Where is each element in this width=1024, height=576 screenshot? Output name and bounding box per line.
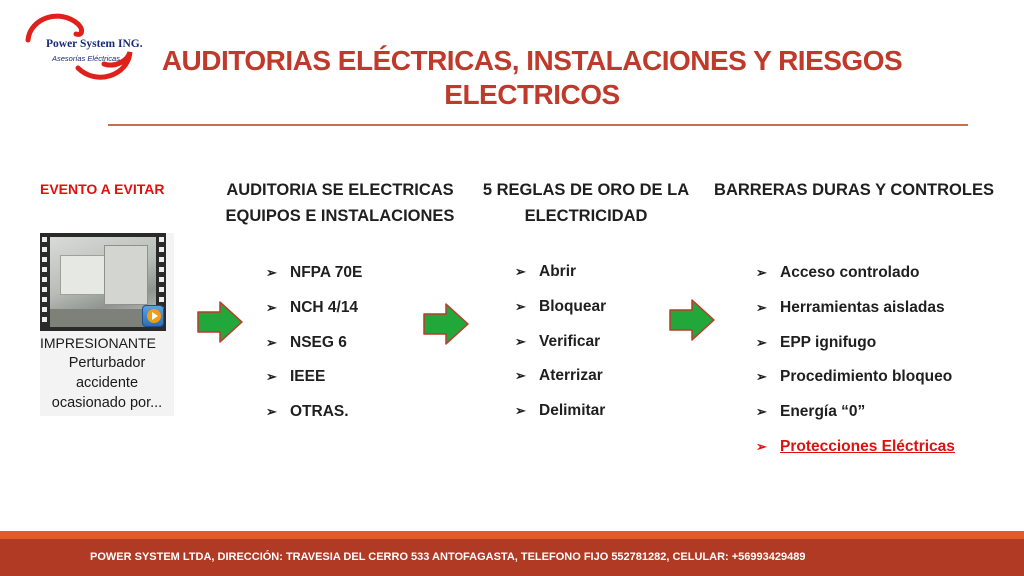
page-title: AUDITORIAS ELÉCTRICAS, INSTALACIONES Y RIESGOS ELECTRICOS — [161, 45, 903, 110]
video-caption — [40, 333, 174, 413]
footer-contact: POWER SYSTEM LTDA, DIRECCIÓN: TRAVESIA DEL CERRO 533 ANTOFAGASTA, TELEFONO FIJO 552781282, CELULAR: +56993429489 — [0, 539, 1024, 576]
logo-tagline: Asesorías Eléctricas — [52, 54, 120, 63]
evento-label: EVENTO A EVITAR — [40, 181, 165, 197]
right-arrow-icon — [668, 298, 716, 342]
bullet-arrow-icon: ➢ — [515, 298, 526, 314]
logo-name: Power System ING. — [46, 38, 143, 50]
auditoria-list — [264, 256, 362, 430]
bullet-arrow-icon: ➢ — [266, 299, 277, 315]
bullet-arrow-icon: ➢ — [515, 368, 526, 384]
bullet-arrow-icon: ➢ — [756, 369, 767, 385]
list-item: ➢ EPP ignifugo — [754, 326, 955, 361]
list-item: ➢ Verificar — [513, 325, 606, 360]
list-item: ➢ Delimitar — [513, 394, 606, 429]
list-item: ➢ Procedimiento bloqueo — [754, 360, 955, 395]
list-item: ➢ NCH 4/14 — [264, 291, 362, 326]
list-item: ➢ Bloquear — [513, 290, 606, 325]
barreras-list — [754, 256, 955, 465]
list-item: ➢ NFPA 70E — [264, 256, 362, 291]
right-arrow-icon — [196, 300, 244, 344]
bullet-arrow-icon: ➢ — [515, 333, 526, 349]
list-item: ➢ Acceso controlado — [754, 256, 955, 291]
video-still-image — [50, 237, 156, 327]
right-arrow-icon — [422, 302, 470, 346]
bullet-arrow-icon: ➢ — [266, 265, 277, 280]
film-perforation-left — [42, 237, 47, 327]
bullet-arrow-icon: ➢ — [756, 438, 767, 454]
list-item: ➢ Aterrizar — [513, 359, 606, 394]
title-divider — [108, 124, 968, 126]
video-caption-line: ocasionado por... — [51, 395, 163, 411]
bullet-arrow-icon: ➢ — [266, 334, 277, 350]
video-thumbnail[interactable] — [40, 233, 174, 416]
bullet-arrow-icon: ➢ — [266, 369, 277, 385]
bullet-arrow-icon: ➢ — [756, 299, 767, 315]
bullet-arrow-icon: ➢ — [515, 403, 526, 419]
video-caption-line: accidente — [75, 375, 139, 391]
company-logo — [20, 10, 143, 86]
video-caption-title: IMPRESIONANTE — [40, 335, 156, 351]
list-item: ➢ OTRAS. — [264, 395, 362, 430]
footer-accent-band — [0, 531, 1024, 539]
play-icon[interactable] — [142, 305, 164, 327]
list-item: ➢ IEEE — [264, 360, 362, 395]
video-caption-line: Perturbador — [68, 355, 146, 371]
list-item: ➢ Herramientas aisladas — [754, 291, 955, 326]
column-heading-reglas: 5 REGLAS DE ORO DE LA ELECTRICIDAD — [482, 181, 690, 225]
column-heading-auditoria: AUDITORIA SE ELECTRICAS EQUIPOS E INSTALACIONES — [225, 181, 455, 225]
bullet-arrow-icon: ➢ — [266, 404, 277, 420]
list-item: ➢ NSEG 6 — [264, 326, 362, 361]
bullet-arrow-icon: ➢ — [756, 404, 767, 420]
bullet-arrow-icon: ➢ — [515, 264, 526, 279]
list-item: ➢ Energía “0” — [754, 395, 955, 430]
column-heading-barreras: BARRERAS DURAS Y CONTROLES — [714, 181, 994, 199]
list-item: ➢ Abrir — [513, 255, 606, 290]
bullet-arrow-icon: ➢ — [756, 265, 767, 280]
list-item-highlighted-link[interactable]: ➢ Protecciones Eléctricas — [754, 430, 955, 465]
reglas-list — [513, 255, 606, 429]
bullet-arrow-icon: ➢ — [756, 334, 767, 350]
